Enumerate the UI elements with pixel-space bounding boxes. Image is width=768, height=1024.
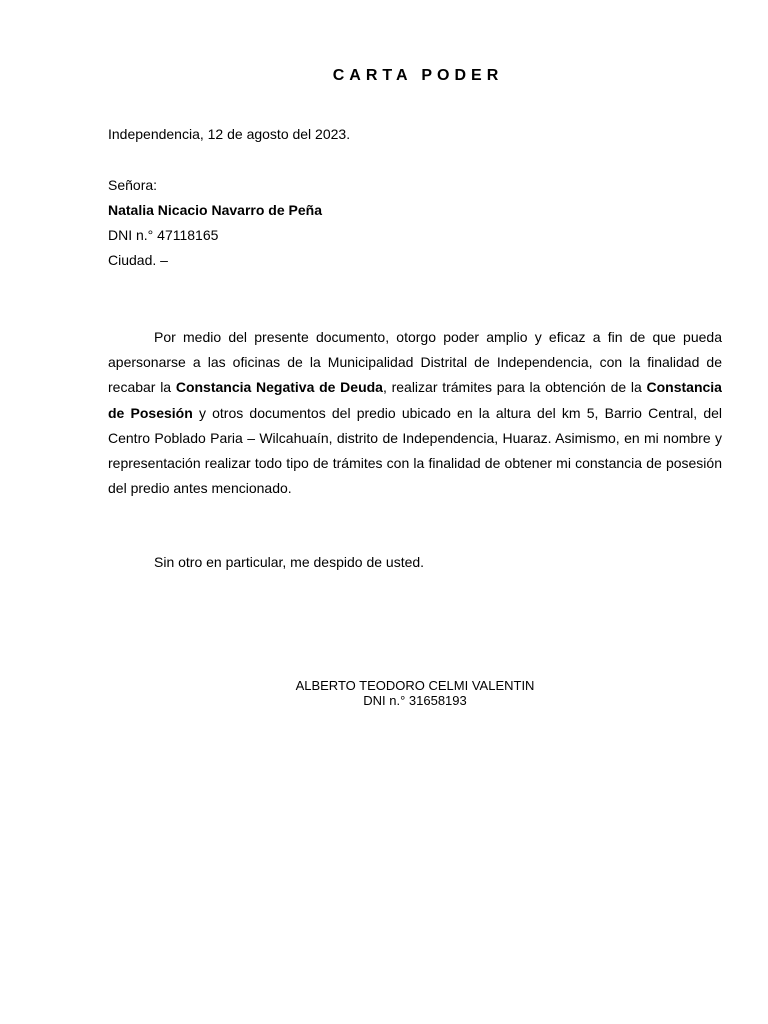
body-bold-1: Constancia Negativa de Deuda: [175, 379, 383, 396]
city-line: Ciudad. –: [108, 252, 168, 268]
document-title: CARTA PODER: [332, 67, 504, 84]
salutation: Señora:: [108, 177, 158, 193]
body-bold-2: Constancia de Posesión: [108, 379, 722, 421]
signer-dni: DNI n.° 31658193: [363, 693, 467, 708]
body-text-3: y otros documentos del predio ubicado en la altura del km 5, Barrio Central, del Centro Poblado Paria – Wilcahuaín, distrito de Independencia, Huaraz. Asimismo, en mi nombre y representación realizar todo tipo de trámites con la finalidad de obtener mi constancia de posesión del predio antes mencionado.: [108, 404, 723, 497]
body-text-2: , realizar trámites para la obtención de la: [382, 379, 647, 396]
recipient-dni: DNI n.° 47118165: [108, 227, 219, 243]
body-paragraph: [108, 325, 722, 501]
closing-line: Sin otro en particular, me despido de usted.: [154, 554, 425, 570]
place-date: Independencia, 12 de agosto del 2023.: [108, 126, 351, 142]
signer-name: ALBERTO TEODORO CELMI VALENTIN: [295, 678, 535, 693]
body-text-1: Por medio del presente documento, otorgo poder amplio y eficaz a fin de que pueda apersonarse a las oficinas de la Municipalidad Distrital de Independencia, con la finalidad de recabar la: [108, 329, 722, 396]
recipient-name: Natalia Nicacio Navarro de Peña: [108, 202, 322, 218]
